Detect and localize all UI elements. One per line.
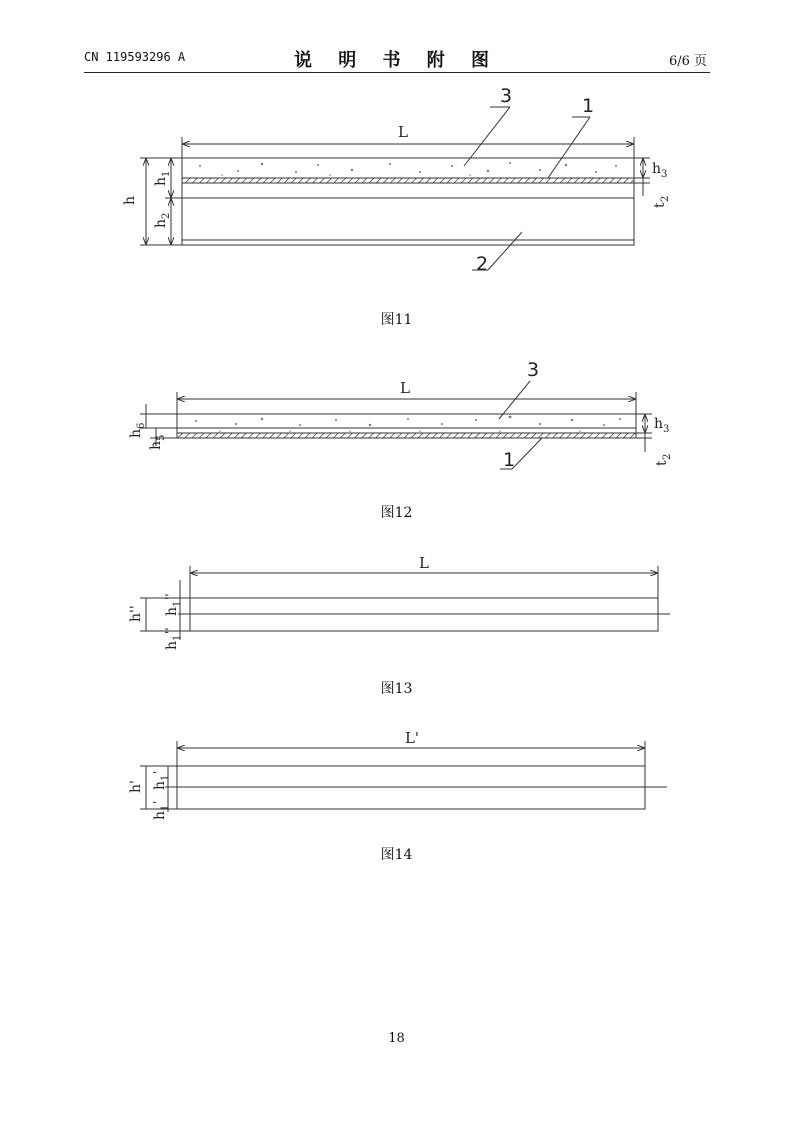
dimension-label-h3 xyxy=(652,161,667,180)
dimension-label-h2 xyxy=(153,213,172,228)
patent-number: CN 119593296 A xyxy=(84,50,186,64)
dimension-label-h6-main: h xyxy=(128,428,144,438)
figure-13 xyxy=(140,566,670,640)
figure-13-caption: 图13 xyxy=(380,681,413,697)
dimension-label-t2-sub: 2 xyxy=(662,453,673,460)
dimension-label-h6 xyxy=(128,423,147,438)
page-title: 说 明 书 附 图 xyxy=(293,50,500,71)
dimension-label-h1-top-prime: ' xyxy=(151,770,165,774)
dimension-label-h1-bottom-sub: 1 xyxy=(160,804,171,811)
dimension-label-h1-top-sub: 1 xyxy=(160,774,171,781)
dimension-label-L: L xyxy=(419,554,429,572)
concrete-aggregate xyxy=(195,416,621,432)
figure-14-caption: 图14 xyxy=(380,847,413,863)
leader-line-3 xyxy=(499,381,530,419)
dimension-label-t2-main: t xyxy=(654,460,670,466)
dimension-label-h3-sub: 3 xyxy=(661,169,668,180)
dimension-label-t2-sub: 2 xyxy=(660,195,671,202)
dimension-label-t2 xyxy=(654,454,673,466)
dimension-label-h1-bottom-prime: ' xyxy=(151,800,165,804)
dimension-label-h3-sub: 3 xyxy=(663,424,670,435)
dimension-label-h5-main: h xyxy=(148,440,164,450)
dimension-label-h1-main: h xyxy=(153,176,169,186)
leader-line-1 xyxy=(548,117,590,178)
dimension-label-h6-sub: 6 xyxy=(136,422,147,429)
steel-plate-layer xyxy=(177,433,636,438)
dimension-label-t2-main: t xyxy=(652,202,668,208)
dimension-label-h3-main: h xyxy=(654,416,664,432)
dimension-label-h1-top-prime: '' xyxy=(163,593,177,600)
part-label-3: 3 xyxy=(527,359,540,381)
dimension-label-L: L xyxy=(400,379,410,397)
dimension-label-h2-main: h xyxy=(153,218,169,228)
dimension-label-h2-sub: 2 xyxy=(161,212,172,219)
steel-plate-layer xyxy=(182,178,634,183)
dimension-label-h: h xyxy=(122,195,138,205)
figure-12 xyxy=(140,381,652,469)
concrete-layer xyxy=(177,414,636,433)
page-indicator: 6/6 页 xyxy=(668,54,707,69)
dimension-label-h3-main: h xyxy=(652,161,662,177)
dimension-label-h1-bottom-sub: 1 xyxy=(172,634,183,641)
page-number: 18 xyxy=(388,1031,405,1046)
leader-line-2 xyxy=(488,232,522,270)
dimension-label-t2 xyxy=(652,196,671,208)
part-label-1: 1 xyxy=(503,449,516,471)
dimension-label-h: h'' xyxy=(128,605,144,622)
beam-body xyxy=(182,183,634,245)
part-label-3: 3 xyxy=(500,85,513,107)
dimension-label-h1-sub: 1 xyxy=(161,170,172,177)
dimension-label-h1-top-main: h xyxy=(164,606,180,616)
dimension-label-h: h' xyxy=(128,780,144,793)
dimension-label-h1-top-sub: 1 xyxy=(172,600,183,607)
dimension-label-h1 xyxy=(153,171,172,186)
dimension-label-h1-bottom-prime: '' xyxy=(163,627,177,634)
dimension-label-h1-top-main: h xyxy=(152,780,168,790)
leader-line-3 xyxy=(464,107,510,166)
figure-14 xyxy=(140,741,667,812)
dimension-label-h5-sub: 5 xyxy=(156,434,167,441)
dimension-label-h1-bottom-main: h xyxy=(152,810,168,820)
concrete-layer xyxy=(182,158,634,178)
dimension-label-L: L xyxy=(398,123,408,141)
figure-11 xyxy=(140,107,650,270)
dimension-label-h5 xyxy=(148,435,167,450)
figure-12-caption: 图12 xyxy=(380,505,413,521)
part-label-1: 1 xyxy=(582,95,595,117)
dimension-label-h3 xyxy=(654,416,669,435)
figure-11-caption: 图11 xyxy=(380,312,413,328)
part-label-2: 2 xyxy=(476,253,489,275)
leader-line-1 xyxy=(512,438,542,469)
dimension-label-h1-bottom-main: h xyxy=(164,640,180,650)
dimension-label-L: L' xyxy=(404,729,420,747)
